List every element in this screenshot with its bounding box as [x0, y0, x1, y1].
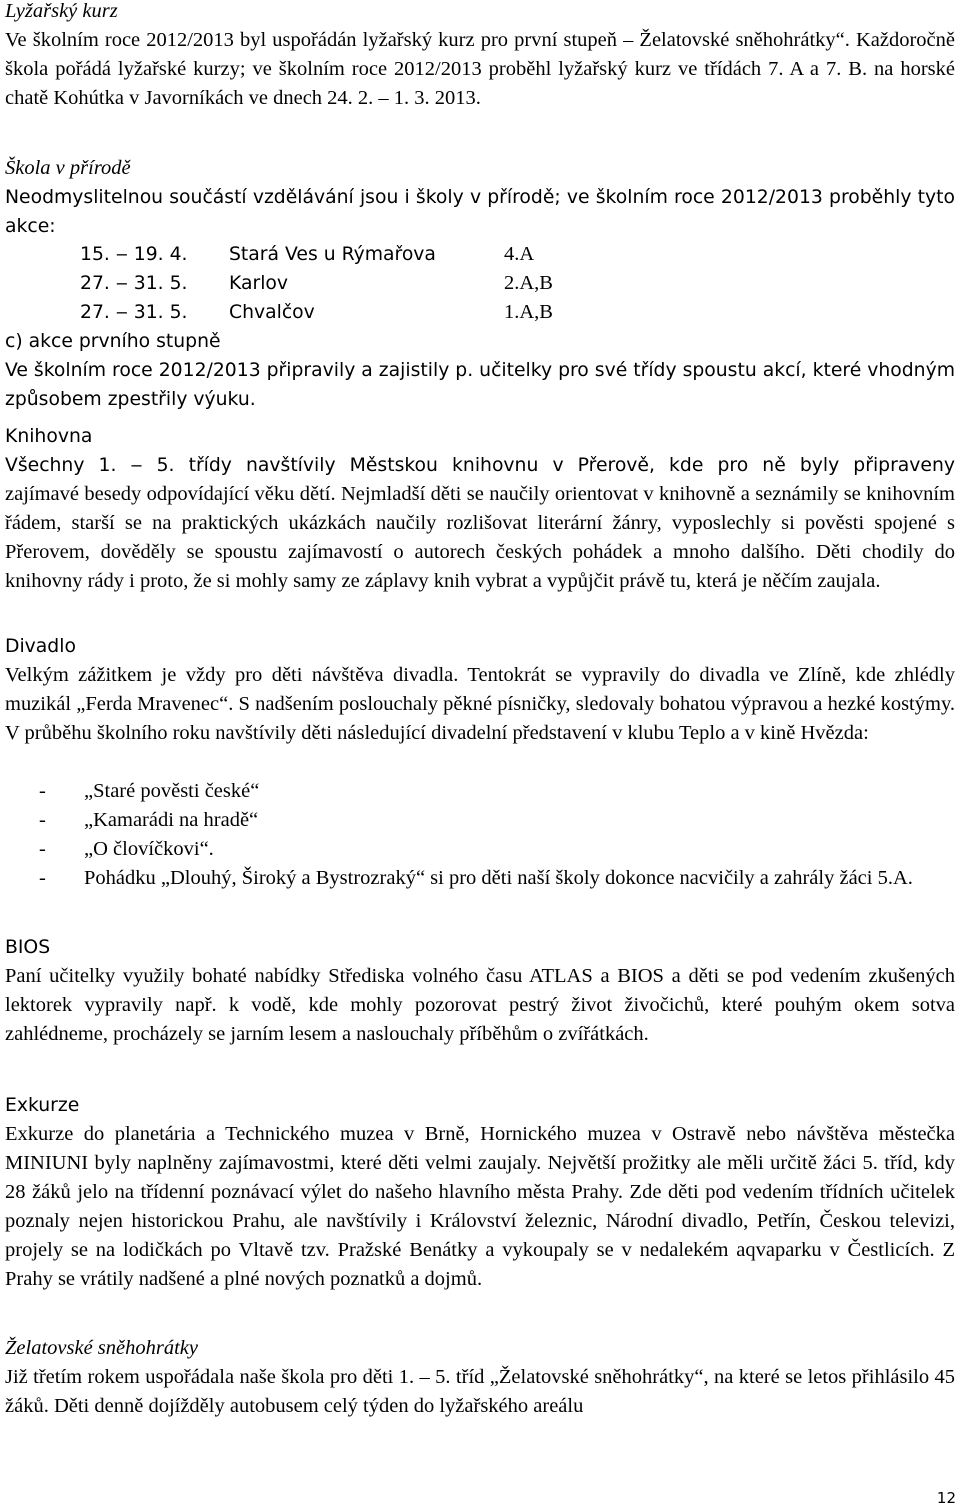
heading-divadlo: Divadlo: [5, 636, 76, 657]
page-number: 12: [936, 1489, 956, 1507]
paragraph-exkurze: Exkurze do planetária a Technického muzea v Brně, Hornického muzea v Ostravě nebo návštěva městečka MINIUNI byly naplněny zajímavostmi, které děti velmi zaujaly. Největší prožitky ale měli určitě žáci 5. tříd, kdy 28 žáků jelo na třídenní poznávací výlet do našeho hlavního města Prahy. Zde děti pod vedením třídních učitelek poznaly nejen historickou Prahu, ale navštívily i Království železnic, Národní divadlo, Petřín, Českou televizi, projely se na lodičkách po Vltavě tzv. Pražské Benátky a vykoupaly se v nedalekém aqvaparku v Čestlicích. Z Prahy se vrátily nadšené a plné nových poznatků a dojmů.: [5, 1123, 955, 1290]
list-item-text: Pohádku „Dlouhý, Široký a Bystrozraký“ si pro děti naší školy dokonce nacvičily a zahrály žáci 5.A.: [84, 867, 913, 889]
heading-bios: BIOS: [5, 937, 51, 958]
bullet: -: [39, 867, 46, 889]
paragraph-skola-v-prirode: Neodmyslitelnou součástí vzdělávání jsou i školy v přírodě; ve školním roce 2012/2013 proběhly tyto akce:: [5, 187, 955, 237]
bullet: -: [39, 780, 46, 802]
list-item-text: „Staré pověsti české“: [84, 780, 260, 802]
list-item-text: „Kamarádi na hradě“: [84, 809, 259, 831]
place-cell: Karlov: [229, 273, 289, 294]
paragraph-lyzarsky-kurz: Ve školním roce 2012/2013 byl uspořádán lyžařský kurz pro první stupeň ‒ Želatovské sněhohrátky“. Každoročně škola pořádá lyžařské kurzy; ve školním roce 2012/2013 proběhl lyžařský kurz ve třídách 7. A a 7. B. na horské chatě Kohútka v Javorníkách ve dnech 24. 2. ‒ 1. 3. 2013.: [5, 29, 955, 109]
class-cell: 1.A,B: [504, 301, 553, 323]
place-cell: Stará Ves u Rýmařova: [229, 244, 436, 265]
heading-lyzarsky-kurz: Lyžařský kurz: [5, 0, 118, 22]
heading-akce-prvniho-stupne: c) akce prvního stupně: [5, 331, 221, 352]
class-cell: 2.A,B: [504, 272, 553, 294]
date-cell: 27. ‒ 31. 5.: [80, 273, 188, 294]
date-cell: 27. ‒ 31. 5.: [80, 302, 188, 323]
place-cell: Chvalčov: [229, 302, 315, 323]
bullet: -: [39, 838, 46, 860]
paragraph-akce: Ve školním roce 2012/2013 připravily a zajistily p. učitelky pro své třídy spoustu akcí, které vhodným způsobem zpestřily výuku.: [5, 360, 955, 410]
heading-skola-v-prirode: Škola v přírodě: [5, 157, 131, 179]
list-item-text: „O človíčkovi“.: [84, 838, 214, 860]
paragraph-divadlo: Velkým zážitkem je vždy pro děti návštěva divadla. Tentokrát se vypravily do divadla ve Zlíně, kde zhlédly muzikál „Ferda Mravenec“. S nadšením poslouchaly pěkné písničky, sledovaly bohatou výpravou a hezké kostýmy. V průběhu školního roku navštívily děti následující divadelní představení v klubu Teplo a v kině Hvězda:: [5, 664, 955, 744]
heading-knihovna: Knihovna: [5, 426, 93, 447]
paragraph-snehohratky: Již třetím rokem uspořádala naše škola pro děti 1. ‒ 5. tříd „Želatovské sněhohrátky“, na které se letos přihlásilo 45 žáků. Děti denně dojížděly autobusem celý týden do lyžařského areálu: [5, 1366, 955, 1417]
paragraph-knihovna: zajímavé besedy odpovídající věku dětí. Nejmladší děti se naučily orientovat v knihovně a seznámily se knihovním řádem, starší se na praktických ukázkách naučily rozlišovat literární žánry, vyposlechly si pověsti spojené s Přerovem, dověděly se spoustu zajímavostí o autorech českých pohádek a mnoho dalšího. Děti chodily do knihovny rády i proto, že si mohly samy ze záplavy knih vybrat a vypůjčit právě tu, která je něčím zaujala.: [5, 483, 955, 592]
heading-zelatovske-snehohratky: Želatovské sněhohrátky: [5, 1337, 198, 1359]
paragraph-knihovna-line1: Všechny 1. ‒ 5. třídy navštívily Městskou knihovnu v Přerově, kde pro ně byly připraveny: [5, 455, 955, 476]
date-cell: 15. ‒ 19. 4.: [80, 244, 188, 265]
paragraph-bios: Paní učitelky využily bohaté nabídky Střediska volného času ATLAS a BIOS a děti se pod vedením zkušených lektorek vypravily např. k vodě, kde mohly pozorovat pestrý život živočichů, které pouhým okem sotva zahlédneme, procházely se jarním lesem a naslouchaly příběhům o zvířátkách.: [5, 965, 955, 1045]
bullet: -: [39, 809, 46, 831]
heading-exkurze: Exkurze: [5, 1095, 80, 1116]
class-cell: 4.A: [504, 243, 535, 265]
